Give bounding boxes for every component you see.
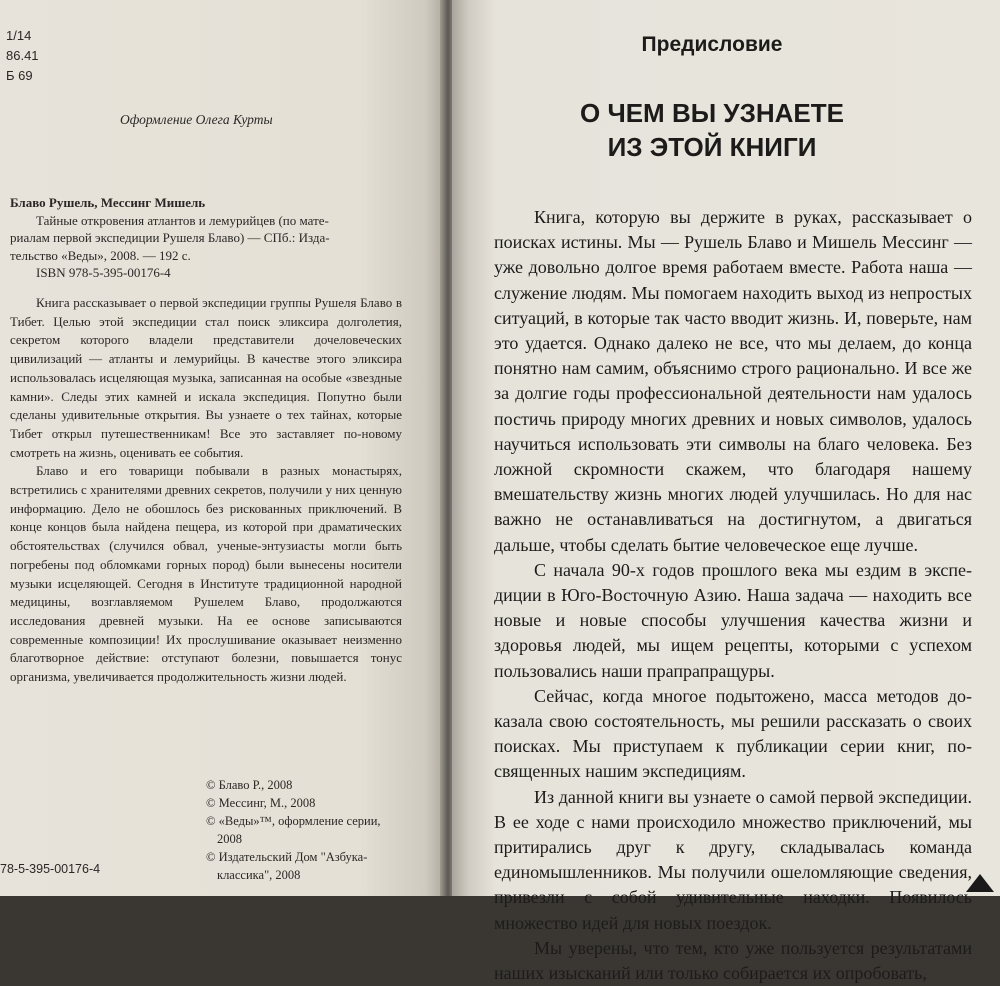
left-page (0, 0, 448, 896)
body-paragraph: Книга, которую вы держите в руках, рассказывает о поисках истины. Мы — Рушель Блаво и Мишель Мессинг — уже довольно долгое время работаем вместе. Работа наша — служение людям. Мы помогаем находить выход из непростых ситуаций, в которые так часто вводит жизнь. И, поверьте, нам это удается. Однако далеко не все, что мы делаем, до конца понятно нам самим, объяснимо строго рационально. И все же за долгие годы профессиональной деятельности нам удалось постичь природу многих древних и новых символов, удалось научиться использовать эти символы на благо человека. Без ложной скромности скажем, что благодаря нашему вмешательству жизнь многих людей улучшилась. Но для нас важно не останавливаться на достигнутом, а двигаться дальше, чтобы сделать бытие человеческое еще лучше. (494, 207, 972, 555)
citation-isbn: ISBN 978-5-395-00176-4 (36, 265, 171, 280)
copyright-line-continued: классика", 2008 (217, 868, 301, 882)
chapter-title (452, 96, 972, 164)
design-credit: Оформление Олега Курты (120, 112, 273, 127)
section-label: Предисловие (641, 33, 783, 56)
library-codes (6, 26, 39, 86)
copyright-line: © Блаво Р., 2008 (206, 778, 293, 792)
copyright-notices (206, 776, 381, 884)
chapter-title-line: ИЗ ЭТОЙ КНИГИ (607, 132, 817, 162)
chapter-title-line: О ЧЕМ ВЫ УЗНАЕТЕ (580, 98, 844, 128)
lib-code-author-sign: Б 69 (6, 68, 33, 83)
annotation-paragraph: Блаво и его товарищи побывали в разных монастырях, встретились с хранителями древних секретов, получили у них ценную информацию. Дело не обошлось без рискованных приключений. В конце концов была найдена пещера, из которой при драматических обстоятельствах (случился обвал, ученые-энтузиасты могли быть погребены под обломками горных пород) были вынесены носители музыки исцеляющей. Сегодня в Институте традиционной народной медицины, возглавляемом Рушелем Блаво, продолжаются исследования древней музыки. На ее основе записываются современные композиции! Их прослушивание оказывает неизменно благотворное действие: отступают болезни, повышается тонус организма, увеличивается продолжительность жизни людей. (10, 463, 402, 685)
body-text (494, 205, 972, 986)
lib-code-udk: 1/14 (6, 28, 32, 43)
citation-line: тельство «Веды», 2008. — 192 с. (10, 247, 191, 263)
body-paragraph: С начала 90-х годов прошлого века мы ездим в экспедиции в Юго-Восточную Азию. Наша задача — находить все новые и новые способы улучшения качества жизни и здоровья людей, мы ищем рецепты, которыми с успехом пользовались наши прапрапращуры. (494, 559, 972, 681)
isbn-bottom: 78-5-395-00176-4 (0, 862, 101, 876)
annotation-paragraph: Книга рассказывает о первой экспедиции группы Рушеля Блаво в Тибет. Целью этой экспедиции стал поиск эликсира долголетия, секретом которого владели представители дочеловеческих цивилизаций — атланты и лемурийцы. В качестве этого эликсира использовалась исцеляющая музыка, записанная на особые «звездные камни». Следы этих камней и искала экспедиция. Попутно были сделаны удивительные открытия. Вы узнаете о тех тайнах, которые Тибет открыл путешественникам! Все это заставляет по-новому смотреть на жизнь, оценивать ее события. (10, 295, 402, 460)
lib-code-bbk: 86.41 (6, 48, 39, 63)
annotation (10, 294, 402, 687)
body-paragraph: Из данной книги вы узнаете о самой первой экспедиции. В ее ходе с нами происходило множество приключений, мы притирались друг к другу, складывалась команда единомышленников. Мы получили ошеломляющие сведения, привезли с собой удивительные находки. Появилось множество идей для новых поездок. (494, 786, 972, 933)
page-corner-mark (966, 874, 994, 892)
body-paragraph: Сейчас, когда многое подытожено, масса методов доказала свою состоятельность, мы решили рассказать о своих поисках. Мы приступаем к публикации серии книг, посвященных нашим экспедициям. (494, 685, 972, 782)
copyright-line: © Издательский Дом "Азбука- (206, 850, 368, 864)
copyright-line: © Мессинг, М., 2008 (206, 796, 316, 810)
right-page (452, 0, 1000, 984)
citation-authors: Блаво Рушель, Мессинг Мишель (10, 195, 206, 210)
citation-line: риалам первой экспедиции Рушеля Блаво) — СПб.: Изда- (10, 230, 330, 245)
body-paragraph: Мы уверены, что тем, кто уже пользуется результатами наших изысканий или только собирается их опробовать, (494, 937, 972, 984)
bibliographic-citation (10, 194, 398, 282)
copyright-line-continued: 2008 (217, 832, 242, 846)
citation-line: Тайные откровения атлантов и лемурийцев (по мате- (36, 212, 329, 228)
copyright-line: © «Веды»™, оформление серии, (206, 814, 381, 828)
